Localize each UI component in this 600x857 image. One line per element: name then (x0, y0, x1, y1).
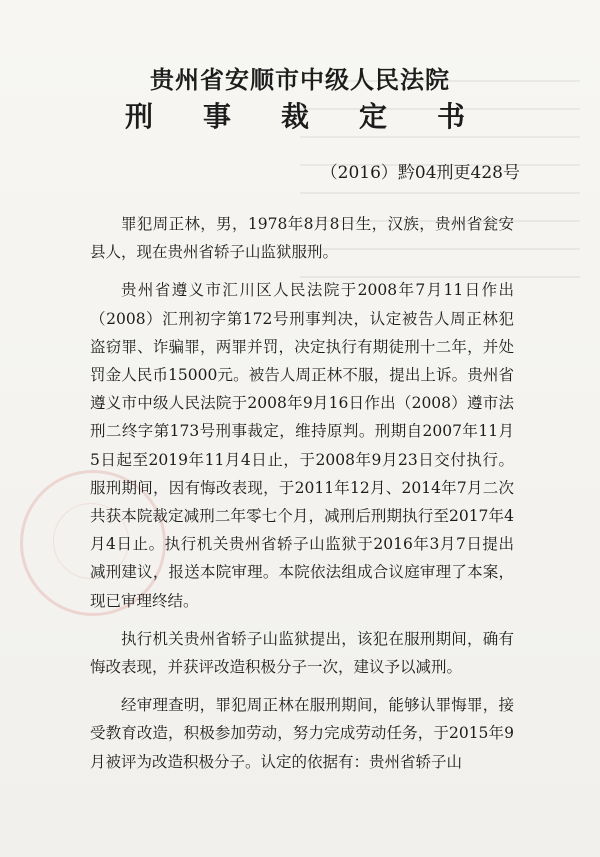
court-name: 贵州省安顺市中级人民法院 (150, 66, 450, 94)
case-number: （2016）黔04刑更428号 (320, 163, 520, 183)
document-title (125, 95, 465, 135)
title-char: 定 (358, 100, 387, 133)
paragraph-case-history: 贵州省遵义市汇川区人民法院于2008年7月11日作出（2008）汇刑初字第172号刑事判决，认定被告人周正林犯盗窃罪、诈骗罪，两罪并罚，决定执行有期徒刑十二年，并处罚金人民币15000元。被告人周正林不服，提出上诉。贵州省遵义市中级人民法院于2008年9月16日作出（2008）遵市法刑二终字第173号刑事裁定，维持原判。刑期自2007年11月5日起至2019年11月4日止，于2008年9月23日交付执行。服刑期间，因有悔改表现，于2011年12月、2014年7月二次共获本院裁定减刑二年零七个月，减刑后刑期执行至2017年4月4日止。执行机关贵州省轿子山监狱于2016年3月7日提出减刑建议，报送本院审理。本院依法组成合议庭审理了本案，现已审理终结。 (90, 281, 514, 610)
title-char: 裁 (280, 100, 309, 133)
document-body (90, 210, 514, 786)
paragraph-prison-proposal: 执行机关贵州省轿子山监狱提出，该犯在服刑期间，确有悔改表现，并获评改造积极分子一次，建议予以减刑。 (90, 629, 514, 677)
title-char: 书 (436, 100, 465, 133)
paragraph-findings: 经审理查明，罪犯周正林在服刑期间，能够认罪悔罪，接受教育改造，积极参加劳动，努力完成劳动任务，于2015年9月被评为改造积极分子。认定的依据有：贵州省轿子山 (90, 696, 514, 771)
title-char: 刑 (125, 100, 154, 133)
title-char: 事 (202, 100, 231, 133)
paragraph-defendant-info: 罪犯周正林，男，1978年8月8日生，汉族，贵州省瓮安县人，现在贵州省轿子山监狱服刑。 (90, 215, 514, 262)
